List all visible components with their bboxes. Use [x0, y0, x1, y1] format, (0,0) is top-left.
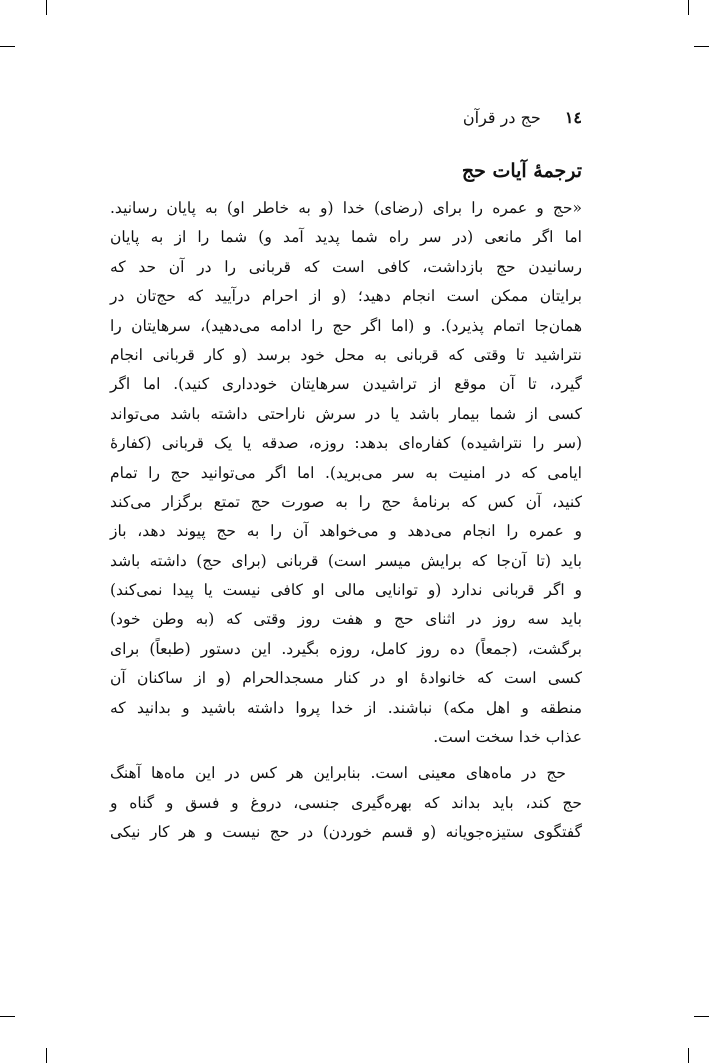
- paragraph-2: [110, 759, 582, 847]
- crop-mark-top-left-horizontal: [0, 46, 15, 47]
- paragraph-1: [110, 194, 582, 752]
- crop-mark-bottom-right-vertical: [688, 1048, 689, 1063]
- text-line: کسی از شما بیمار باشد یا در سرش ناراحتی داشته باشد می‌تواند: [110, 404, 582, 423]
- crop-mark-top-right-horizontal: [694, 46, 709, 47]
- text-line: باید سه روز در اثنای حج و هفت روز وقتی که (به وطن خود): [110, 610, 582, 629]
- text-line: حج کند، باید بداند که بهره‌گیری جنسی، دروغ و فسق و گناه و: [110, 793, 582, 812]
- text-line: گفتگوی ستیزه‌جویانه (و قسم خوردن) در حج نیست و هر کار نیکی: [110, 823, 582, 842]
- text-line: برگشت، (جمعاً) ده روز کامل، روزه بگیرد. این دستور (طبعاً) برای: [110, 639, 582, 658]
- text-line: (سر را نتراشیده) کفاره‌ای بدهد: روزه، صدقه یا یک قربانی (کفارهٔ: [110, 434, 582, 453]
- book-page: [110, 108, 582, 848]
- text-line: گیرد، تا آن موقع از تراشیدن سرهایتان خودداری کنید). اما اگر: [110, 375, 582, 394]
- crop-mark-top-right-vertical: [688, 0, 689, 15]
- crop-mark-top-left-vertical: [46, 0, 47, 15]
- crop-mark-bottom-right-horizontal: [694, 1016, 709, 1017]
- text-line: «حج و عمره را برای (رضای) خدا (و به خاطر او) به پایان رسانید.: [110, 199, 582, 217]
- running-title: حج در قرآن: [462, 108, 541, 127]
- text-line: عذاب خدا سخت است.: [433, 728, 582, 747]
- running-header: [110, 108, 582, 138]
- text-line: حج در ماه‌های معینی است. بنابراین هر کس در این ماه‌ها آهنگ: [110, 764, 566, 783]
- text-line: ایامی که در امنیت به سر می‌برید). اما اگر می‌توانید حج را تمام: [110, 463, 582, 482]
- text-line: باید (تا آن‌جا که برایش میسر است) قربانی (برای حج) داشته باشد: [110, 551, 582, 570]
- text-line: کنید، آن کس که برنامهٔ حج را به صورت حج تمتع برگزار می‌کند: [110, 492, 582, 511]
- text-line: کسی است که خانوادهٔ او در کنار مسجدالحرام (و از ساکنان آن: [110, 669, 582, 688]
- text-line: منطقه و اهل مکه) نباشند. از خدا پروا داشته باشید و بدانید که: [110, 698, 582, 717]
- page-number: ١٤: [564, 108, 582, 127]
- crop-mark-bottom-left-vertical: [46, 1048, 47, 1063]
- text-line: و اگر قربانی ندارد (و توانایی مالی او کافی نیست یا پیدا نمی‌کند): [110, 581, 582, 600]
- text-line: رسانیدن حج بازداشت، کافی است که قربانی را در آن حد که: [110, 257, 582, 276]
- text-line: برایتان ممکن است انجام دهید؛ (و از احرام درآیید که حج‌تان در: [110, 287, 582, 306]
- text-line: همان‌جا اتمام پذیرد). و (اما اگر حج را ادامه می‌دهید)، سرهایتان را: [110, 316, 582, 335]
- crop-mark-bottom-left-horizontal: [0, 1016, 15, 1017]
- section-title: ترجمهٔ آیات حج: [461, 160, 582, 182]
- text-line: اما اگر مانعی (در سر راه شما پدید آمد و) شما را از به پایان: [110, 228, 582, 247]
- text-line: نتراشید تا وقتی که قربانی به محل خود برسد (و کار قربانی انجام: [110, 345, 582, 364]
- text-line: و عمره را انجام می‌دهد و می‌خواهد آن را به حج پیوند دهد، باز: [110, 522, 582, 541]
